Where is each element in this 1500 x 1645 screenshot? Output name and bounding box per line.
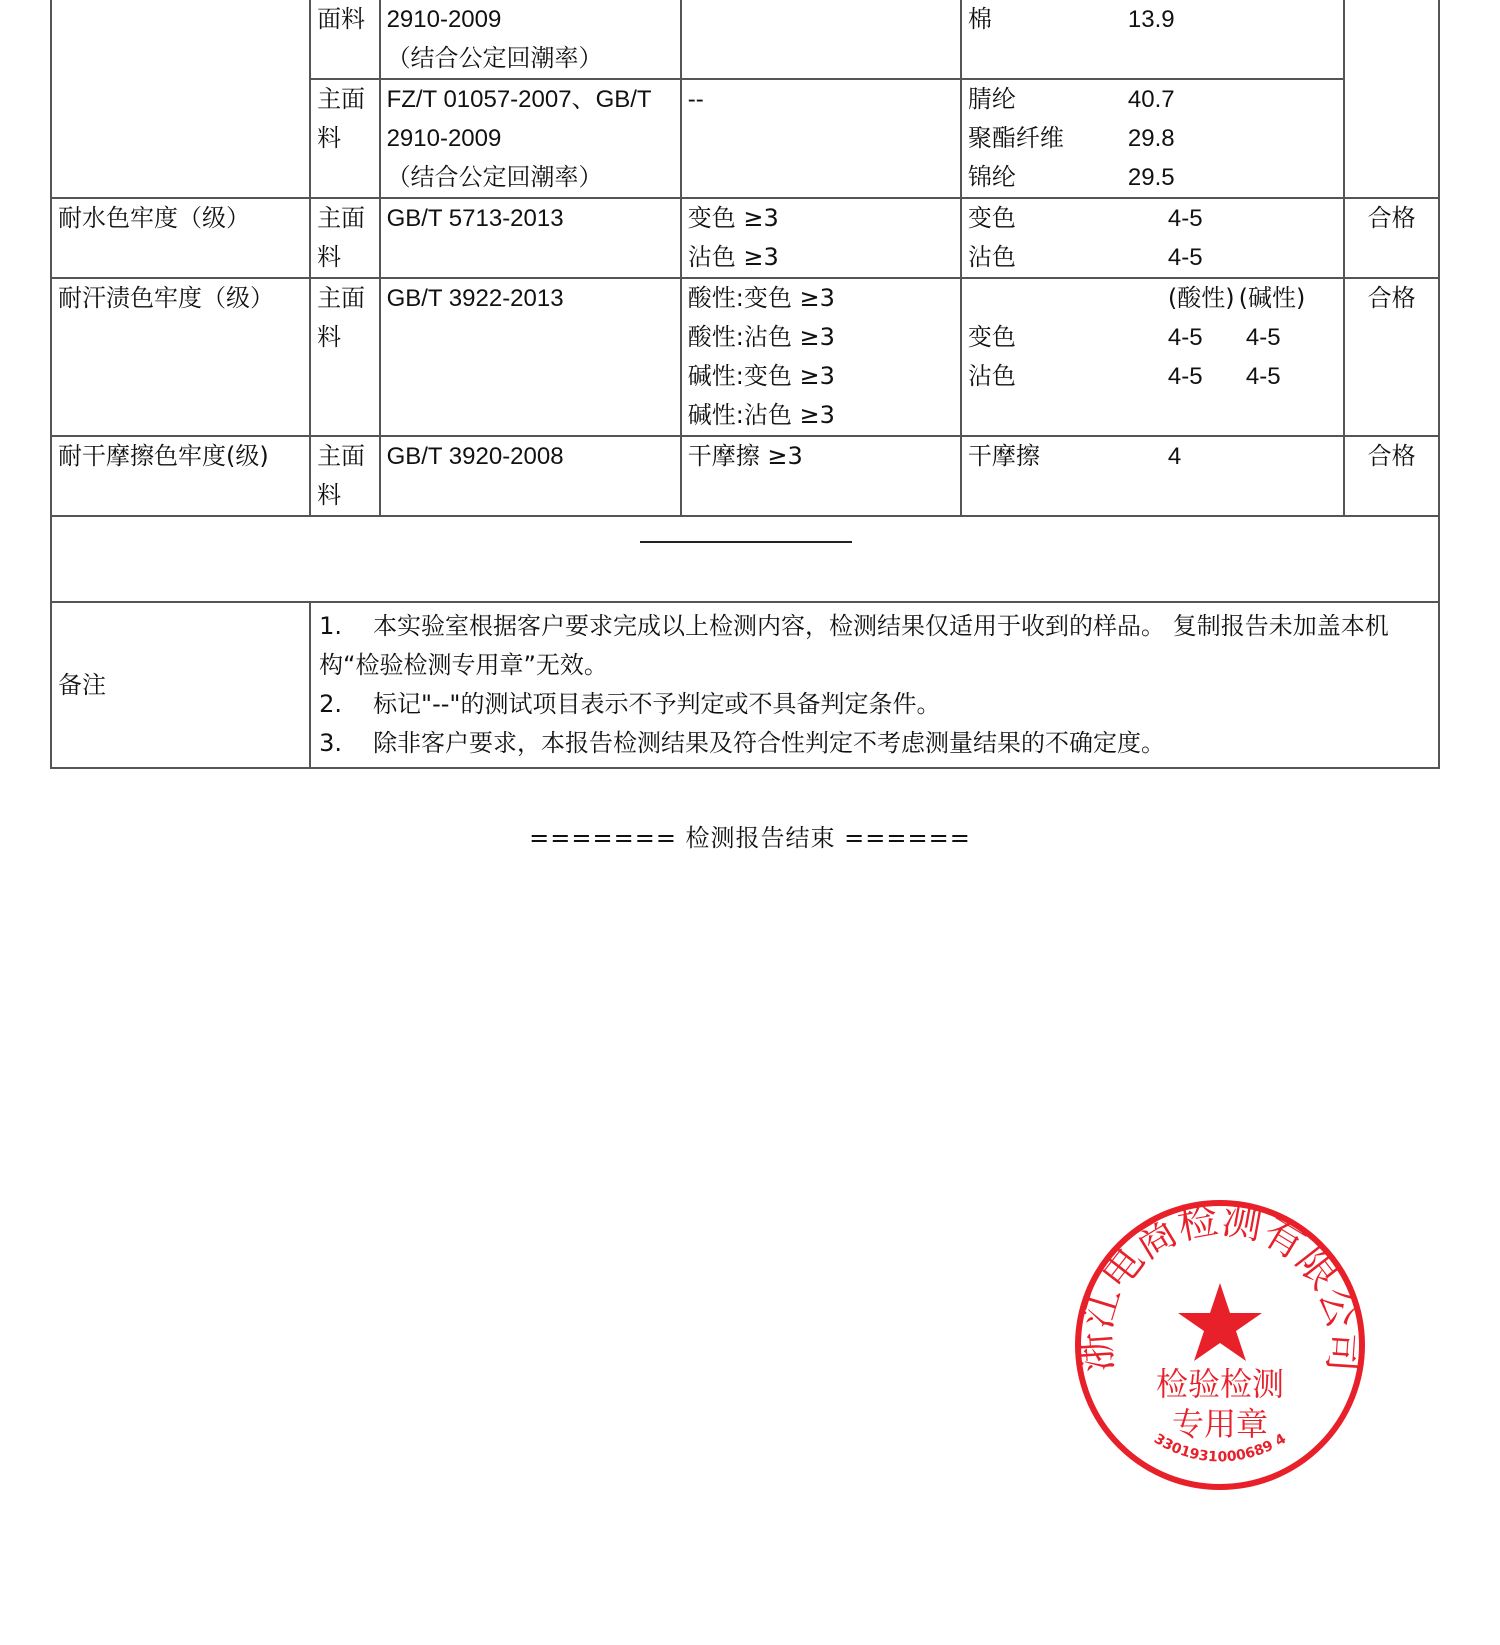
requirement-cell <box>681 0 961 79</box>
part-cell: 主面料 <box>310 436 380 516</box>
verdict-cell: 合格 <box>1344 436 1439 516</box>
seal-star-icon <box>1178 1283 1262 1361</box>
seal-line1: 检验检测 <box>1155 1365 1285 1403</box>
method-cell: GB/T 5713-2013 <box>380 198 681 278</box>
table-row <box>51 436 1439 516</box>
result-cell: 干摩擦 4 <box>961 436 1344 516</box>
official-seal <box>1070 1195 1370 1495</box>
part-cell: 面料 <box>310 0 380 79</box>
method-cell: GB/T 3920-2008 <box>380 436 681 516</box>
verdict-cell: 合格 <box>1344 278 1439 436</box>
result-cell: 腈纶 40.7 聚酯纤维 29.8 锦纶 29.5 <box>961 79 1344 198</box>
notes-label: 备注 <box>51 602 310 768</box>
requirement-cell: -- <box>681 79 961 198</box>
result-cell: 棉 13.9 <box>961 0 1344 79</box>
method-cell: FZ/T 01057-2007、GB/T 2910-2009 （结合公定回潮率） <box>380 79 681 198</box>
item-cell-fibre <box>51 0 310 198</box>
center-rule <box>52 517 1438 601</box>
verdict-cell <box>1344 0 1439 198</box>
method-cell: GB/T 3922-2013 <box>380 278 681 436</box>
note-item: 2. 标记"--"的测试项目表示不予判定或不具备判定条件。 <box>319 690 941 718</box>
requirement-cell: 酸性:变色 ≥3 酸性:沾色 ≥3 碱性:变色 ≥3 碱性:沾色 ≥3 <box>681 278 961 436</box>
table-row-blank <box>51 516 1439 602</box>
table-row <box>51 198 1439 278</box>
verdict-cell: 合格 <box>1344 198 1439 278</box>
report-end-marker: ======= 检测报告结束 ====== <box>529 824 971 852</box>
seal-line2: 专用章 <box>1171 1405 1269 1443</box>
test-results-table <box>50 0 1440 769</box>
part-cell: 主面料 <box>310 278 380 436</box>
table-row <box>51 278 1439 436</box>
note-item: 1. 本实验室根据客户要求完成以上检测内容，检测结果仅适用于收到的样品。 复制报告未加盖本机构“检验检测专用章”无效。 <box>319 612 1389 679</box>
notes-row <box>51 602 1439 768</box>
requirement-cell: 变色 ≥3 沾色 ≥3 <box>681 198 961 278</box>
table-row <box>51 0 1439 79</box>
requirement-cell: 干摩擦 ≥3 <box>681 436 961 516</box>
item-cell: 耐汗渍色牢度（级） <box>51 278 310 436</box>
result-cell: 变色 4-5 沾色 4-5 <box>961 198 1344 278</box>
notes-content <box>310 602 1439 768</box>
method-cell: 2910-2009 （结合公定回潮率） <box>380 0 681 79</box>
result-cell: (酸性) (碱性) 变色 4-5 4-5 沾色 4-5 4-5 <box>961 278 1344 436</box>
note-item: 3. 除非客户要求，本报告检测结果及符合性判定不考虑测量结果的不确定度。 <box>319 729 1166 757</box>
item-cell: 耐水色牢度（级） <box>51 198 310 278</box>
seal-number: 3301931000689 4 <box>1151 1430 1289 1466</box>
item-cell: 耐干摩擦色牢度(级) <box>51 436 310 516</box>
part-cell: 主面料 <box>310 198 380 278</box>
seal-company: 浙江电商检测有限公司 <box>1072 1196 1368 1374</box>
part-cell: 主面料 <box>310 79 380 198</box>
